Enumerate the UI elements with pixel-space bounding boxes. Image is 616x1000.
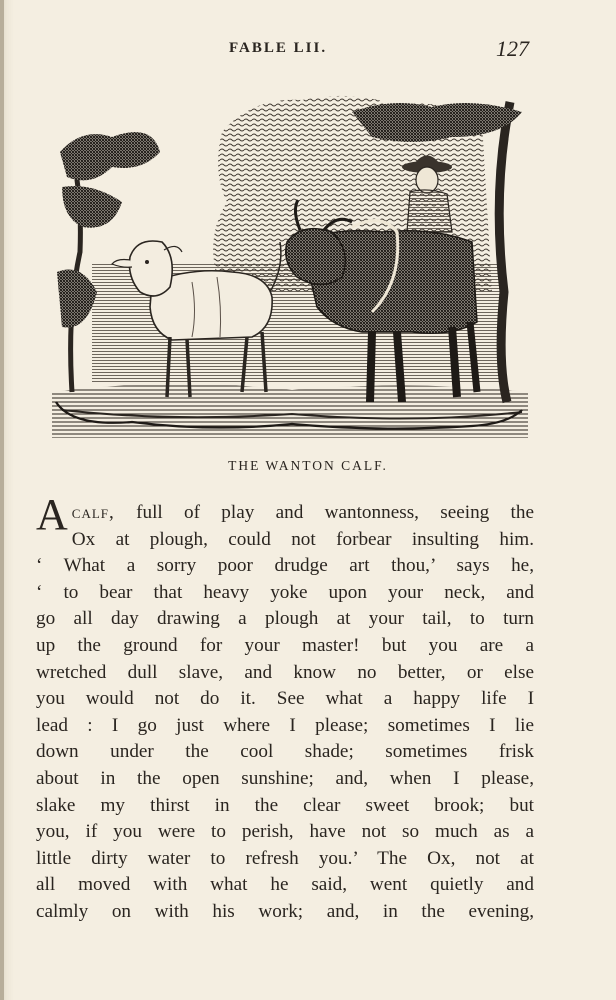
text-line: go all day drawing a plough at your tail, to turn (36, 608, 534, 630)
text-line: all moved with what he said, went quietly and (36, 874, 534, 896)
text-line: you, if you were to perish, have not so much as a (36, 821, 534, 843)
text-line: down under the cool shade; sometimes frisk (36, 741, 534, 763)
text-line: wretched dull slave, and know no better, or else (36, 661, 534, 683)
fable-text (36, 490, 534, 926)
page-header (0, 36, 616, 66)
text-line: ‘ to bear that heavy yoke upon your neck, and (36, 581, 534, 603)
text-line: you would not do it. See what a happy life I (36, 688, 534, 710)
text-line: Ox at plough, could not forbear insulting him. (71, 528, 534, 550)
running-title: FABLE LII. (229, 40, 328, 56)
first-line-rest: full of play and wantonness, seeing the (114, 502, 534, 523)
engraving-illustration (52, 92, 528, 438)
text-line: up the ground for your master! but you are a (36, 634, 534, 656)
binding-edge (0, 0, 4, 1000)
page-number: 127 (496, 36, 529, 61)
text-line: calmly on with his work; and, in the evening, (36, 900, 534, 922)
text-line: ‘ What a sorry poor drudge art thou,’ says he, (36, 555, 534, 577)
text-line: about in the open sunshine; and, when I please, (36, 767, 534, 789)
first-word: calf, (71, 502, 115, 523)
text-line: lead : I go just where I please; sometimes I lie (36, 714, 534, 736)
left-tree-foliage (60, 132, 160, 180)
text-line: slake my thirst in the clear sweet brook; but (36, 794, 534, 816)
drop-cap: A (36, 490, 68, 539)
right-tree-foliage (352, 103, 522, 142)
text-line: little dirty water to refresh you.’ The Ox, not at (36, 847, 534, 869)
illustration-caption: THE WANTON CALF. (228, 458, 388, 473)
